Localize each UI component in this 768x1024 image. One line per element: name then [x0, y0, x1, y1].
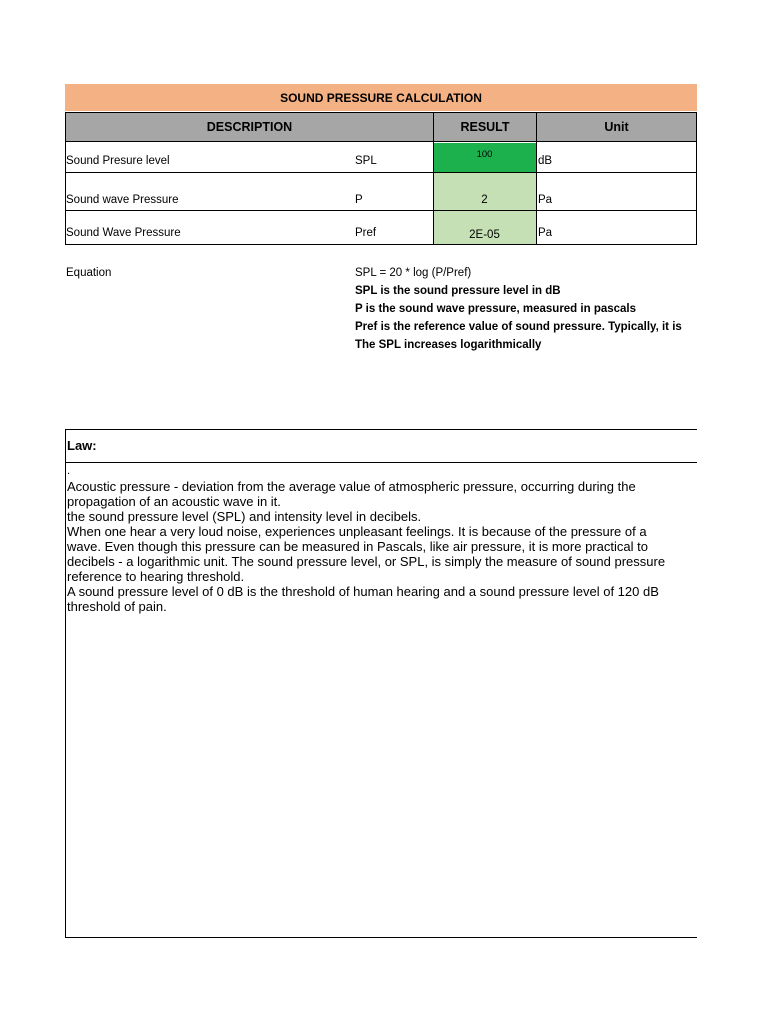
- equation-note: P is the sound wave pressure, measured in pascals: [355, 303, 637, 315]
- result-pref[interactable]: 2E-05: [433, 211, 536, 244]
- law-line: the sound pressure level (SPL) and intensity level in decibels.: [67, 509, 422, 524]
- law-line: A sound pressure level of 0 dB is the threshold of human hearing and a sound pressure level of 120 dB: [67, 584, 659, 599]
- law-line: When one hear a very loud noise, experiences unpleasant feelings. It is because of the pressure of a: [67, 524, 647, 539]
- equation-formula: SPL = 20 * log (P/Pref): [355, 267, 472, 279]
- row-symbol: P: [355, 194, 363, 206]
- row-divider: [65, 172, 697, 173]
- row-divider: [65, 244, 697, 245]
- law-dot: .: [67, 465, 71, 477]
- row-unit: Pa: [538, 227, 553, 239]
- law-line: wave. Even though this pressure can be measured in Pascals, like air pressure, it is more practical to: [67, 539, 648, 554]
- law-line: reference to hearing threshold.: [67, 569, 245, 584]
- law-line: threshold of pain.: [67, 599, 167, 614]
- equation-label: Equation: [66, 267, 112, 279]
- row-unit: Pa: [538, 194, 553, 206]
- row-symbol: SPL: [355, 155, 377, 167]
- row-unit: dB: [538, 155, 553, 167]
- equation-note: SPL is the sound pressure level in dB: [355, 285, 561, 297]
- law-line: decibels - a logarithmic unit. The sound pressure level, or SPL, is simply the measure of sound pressure: [67, 554, 666, 569]
- row-symbol: Pref: [355, 227, 377, 239]
- row-description: Sound wave Pressure: [66, 194, 179, 206]
- law-line: propagation of an acoustic wave in it.: [67, 494, 281, 509]
- column-divider: [433, 142, 434, 245]
- result-p[interactable]: 2: [433, 173, 536, 210]
- law-text: [67, 479, 757, 614]
- row-description: Sound Presure level: [66, 155, 170, 167]
- row-divider: [65, 210, 697, 211]
- law-divider: [65, 462, 697, 463]
- law-line: Acoustic pressure - deviation from the average value of atmospheric pressure, occurring during the: [67, 479, 636, 494]
- equation-note: The SPL increases logarithmically: [355, 339, 542, 351]
- table-title: SOUND PRESSURE CALCULATION: [65, 84, 697, 111]
- law-title: Law:: [67, 438, 97, 453]
- header-description: DESCRIPTION: [65, 112, 434, 142]
- row-description: Sound Wave Pressure: [66, 227, 181, 239]
- header-result: RESULT: [433, 112, 537, 142]
- column-divider: [536, 142, 537, 245]
- equation-note: Pref is the reference value of sound pressure. Typically, it is: [355, 321, 682, 333]
- result-spl[interactable]: 100: [433, 143, 536, 172]
- header-unit: Unit: [536, 112, 697, 142]
- page-edge-mask: [697, 0, 768, 1024]
